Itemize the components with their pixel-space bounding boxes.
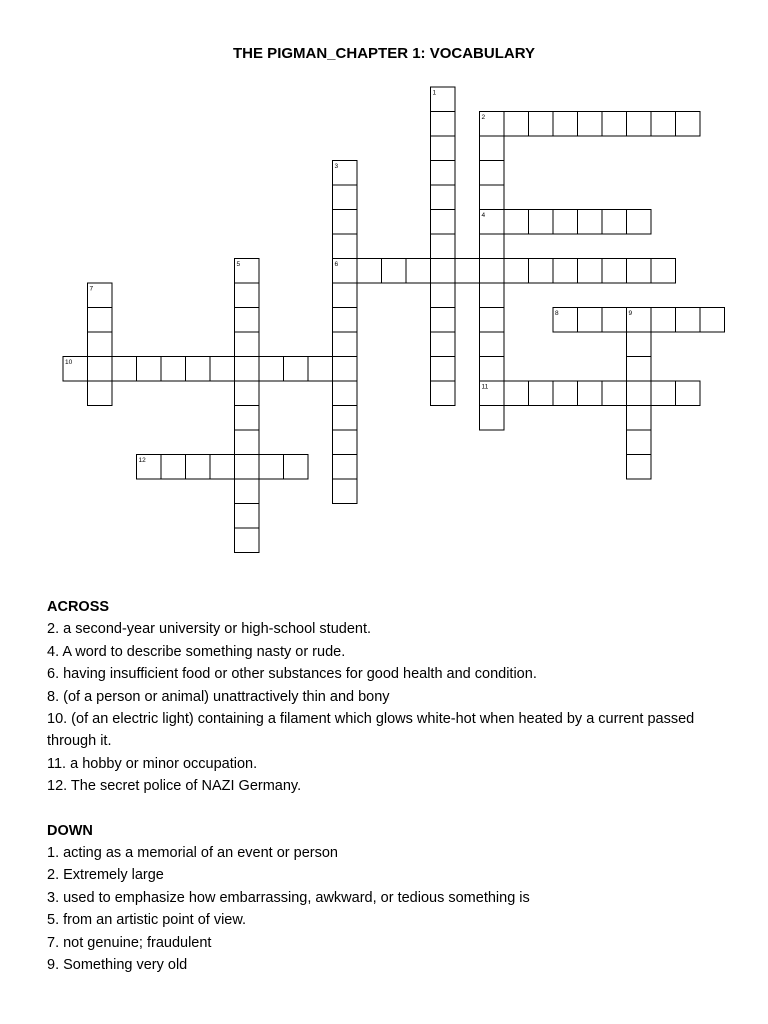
crossword-cell[interactable] [333, 479, 358, 504]
clue-number: 4 [481, 212, 486, 219]
crossword-cell[interactable] [480, 136, 505, 161]
crossword-cell[interactable] [186, 357, 211, 382]
crossword-cell[interactable] [578, 381, 603, 406]
down-clue: 9. Something very old [47, 957, 188, 974]
crossword-cell[interactable] [553, 112, 578, 137]
crossword-cell[interactable] [627, 357, 652, 382]
crossword-cell[interactable] [602, 112, 627, 137]
crossword-cell[interactable] [553, 210, 578, 235]
crossword-cell[interactable] [210, 357, 235, 382]
clue-number: 8 [555, 310, 559, 317]
crossword-cell[interactable] [553, 381, 578, 406]
crossword-cell[interactable] [161, 455, 186, 480]
crossword-cell[interactable] [235, 357, 260, 382]
crossword-cell[interactable] [333, 406, 358, 431]
crossword-cell[interactable] [651, 381, 676, 406]
crossword-cell[interactable] [406, 259, 431, 284]
crossword-cell[interactable] [480, 259, 505, 284]
clue-number: 7 [89, 285, 94, 293]
across-clue: 10. (of an electric light) containing a filament which glows white-hot when heated by a current passed through it. [47, 711, 695, 750]
crossword-cell[interactable] [235, 430, 260, 455]
across-heading: ACROSS [47, 599, 110, 615]
crossword-cell[interactable] [431, 283, 456, 308]
crossword-cell[interactable] [480, 234, 505, 259]
crossword-cell[interactable] [333, 185, 358, 210]
crossword-cell[interactable] [259, 455, 284, 480]
crossword-cell[interactable] [137, 357, 162, 382]
clue-number: 2 [481, 114, 486, 121]
down-heading: DOWN [47, 822, 93, 839]
clue-number: 3 [334, 163, 339, 170]
crossword-cell[interactable] [676, 112, 701, 137]
crossword-cell[interactable] [333, 283, 358, 308]
crossword-cell[interactable] [333, 210, 358, 235]
spacer [47, 798, 727, 820]
crossword-cell[interactable] [602, 259, 627, 284]
crossword-cell[interactable] [357, 259, 382, 284]
crossword-cell[interactable] [504, 210, 529, 235]
crossword-cell[interactable] [627, 112, 652, 137]
crossword-cell[interactable] [602, 381, 627, 406]
crossword-cell[interactable] [480, 357, 505, 382]
crossword-cell[interactable] [480, 406, 505, 431]
crossword-cell[interactable] [578, 210, 603, 235]
clue-number: 12 [138, 457, 146, 464]
crossword-cell[interactable] [627, 332, 652, 357]
crossword-cell[interactable] [431, 136, 456, 161]
crossword-cell[interactable] [627, 430, 652, 455]
across-clue: 12. The secret police of NAZI Germany. [47, 778, 302, 795]
crossword-cell[interactable] [235, 504, 260, 529]
clue-number: 1 [432, 89, 437, 97]
crossword-cell[interactable] [333, 430, 358, 455]
crossword-cell[interactable] [88, 357, 113, 382]
crossword-cell[interactable] [431, 210, 456, 235]
down-clue: 2. Extremely large [47, 867, 164, 884]
crossword-cell[interactable] [627, 210, 652, 235]
crossword-cell[interactable] [480, 161, 505, 186]
crossword-cell[interactable] [676, 308, 701, 333]
crossword-cell[interactable] [578, 308, 603, 333]
crossword-cell[interactable] [235, 332, 260, 357]
crossword-cell[interactable] [480, 308, 505, 333]
crossword-cell[interactable] [651, 259, 676, 284]
crossword-cell[interactable] [88, 381, 113, 406]
crossword-cell[interactable] [308, 357, 333, 382]
across-clue: 4. A word to describe something nasty or rude. [47, 643, 346, 660]
crossword-cell[interactable] [480, 185, 505, 210]
clue-number: 6 [334, 261, 339, 268]
crossword-cell[interactable] [431, 161, 456, 186]
across-clue: 11. a hobby or minor occupation. [47, 755, 258, 772]
across-clue: 2. a second-year university or high-school student. [47, 621, 372, 638]
crossword-cell[interactable] [553, 259, 578, 284]
crossword-cell[interactable] [529, 381, 554, 406]
crossword-cell[interactable] [235, 381, 260, 406]
crossword-cell[interactable] [627, 406, 652, 431]
crossword-cell[interactable] [504, 259, 529, 284]
crossword-cell[interactable] [431, 357, 456, 382]
crossword-cell[interactable] [676, 381, 701, 406]
crossword-cell[interactable] [235, 455, 260, 480]
crossword-cell[interactable] [529, 210, 554, 235]
crossword-cell[interactable] [235, 406, 260, 431]
crossword-cell[interactable] [602, 210, 627, 235]
crossword-cell[interactable] [235, 308, 260, 333]
crossword-cell[interactable] [578, 259, 603, 284]
clue-number: 9 [628, 310, 633, 317]
clue-number: 10 [65, 359, 73, 366]
down-clue: 1. acting as a memorial of an event or person [47, 845, 338, 862]
crossword-cell[interactable] [112, 357, 137, 382]
crossword-cell[interactable] [651, 112, 676, 137]
crossword-cell[interactable] [235, 283, 260, 308]
crossword-cell[interactable] [504, 112, 529, 137]
crossword-cell[interactable] [88, 308, 113, 333]
crossword-cell[interactable] [602, 308, 627, 333]
crossword-cell[interactable] [382, 259, 407, 284]
crossword-cell[interactable] [431, 381, 456, 406]
crossword-cell[interactable] [210, 455, 235, 480]
crossword-cell[interactable] [529, 259, 554, 284]
crossword-cell[interactable] [284, 455, 309, 480]
crossword-cell[interactable] [431, 332, 456, 357]
crossword-cell[interactable] [284, 357, 309, 382]
crossword-cell[interactable] [333, 381, 358, 406]
crossword-cell[interactable] [627, 381, 652, 406]
crossword-cell[interactable] [627, 259, 652, 284]
crossword-cell[interactable] [504, 381, 529, 406]
down-clue: 5. from an artistic point of view. [47, 912, 247, 929]
crossword-cell[interactable] [431, 185, 456, 210]
clue-number: 5 [236, 261, 241, 268]
crossword-cell[interactable] [529, 112, 554, 137]
crossword-cell[interactable] [333, 234, 358, 259]
down-clue: 3. used to emphasize how embarrassing, awkward, or tedious something is [47, 889, 530, 906]
crossword-cell[interactable] [651, 308, 676, 333]
crossword-cell[interactable] [700, 308, 725, 333]
crossword-cell[interactable] [431, 234, 456, 259]
crossword-cell[interactable] [578, 112, 603, 137]
crossword-cell[interactable] [455, 259, 480, 284]
clue-number: 11 [481, 383, 489, 391]
crossword-cell[interactable] [333, 308, 358, 333]
crossword-cell[interactable] [431, 308, 456, 333]
clues-section [47, 596, 727, 977]
across-clue: 8. (of a person or animal) unattractively thin and bony [47, 688, 390, 705]
crossword-cell[interactable] [333, 455, 358, 480]
crossword-cell[interactable] [333, 357, 358, 382]
crossword-cell[interactable] [161, 357, 186, 382]
crossword-cell[interactable] [480, 332, 505, 357]
crossword-cell[interactable] [480, 283, 505, 308]
page-title: THE PIGMAN_CHAPTER 1: VOCABULARY [233, 45, 535, 62]
crossword-cell[interactable] [186, 455, 211, 480]
crossword-cell[interactable] [627, 455, 652, 480]
crossword-cell[interactable] [235, 528, 260, 553]
crossword-cell[interactable] [259, 357, 284, 382]
down-clue: 7. not genuine; fraudulent [47, 934, 212, 951]
crossword-cell[interactable] [333, 332, 358, 357]
crossword-cell[interactable] [431, 112, 456, 137]
crossword-cell[interactable] [88, 332, 113, 357]
crossword-cell[interactable] [235, 479, 260, 504]
crossword-cell[interactable] [431, 259, 456, 284]
across-clue: 6. having insufficient food or other substances for good health and condition. [47, 666, 537, 683]
